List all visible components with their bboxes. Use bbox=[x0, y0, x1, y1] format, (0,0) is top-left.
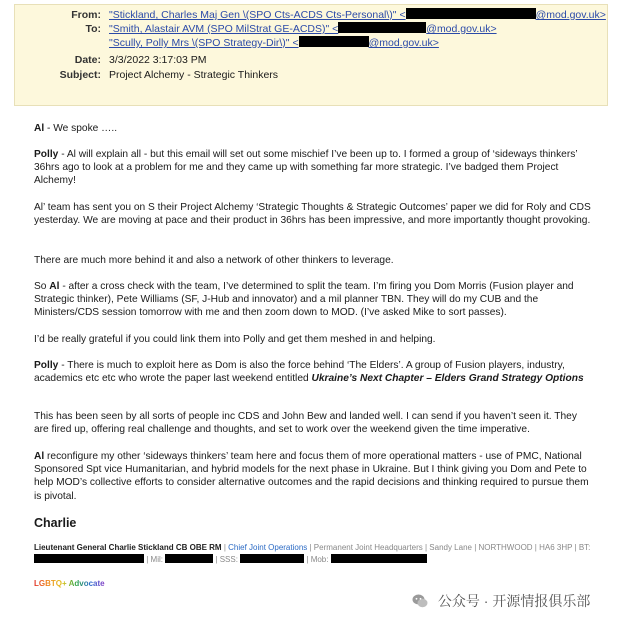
wechat-icon bbox=[412, 593, 428, 609]
subject-row bbox=[15, 68, 607, 82]
lgbtq-advocate-label: LGBTQ+ Advocate bbox=[34, 579, 105, 588]
paragraph-2: Polly - Al will explain all - but this email will set out some mischief I’ve been up to. I formed a group of ‘sideways thinkers’ 36hrs ago to look at a problem for me and they came up with something far more strategic. I’ve badged them Project Alchemy! bbox=[34, 149, 578, 187]
signature-name: Charlie bbox=[34, 516, 77, 530]
paragraph-6: I’d be really grateful if you could link them into Polly and get them meshed in and helping. bbox=[34, 334, 436, 345]
email-header bbox=[14, 4, 608, 106]
date-row bbox=[15, 53, 607, 67]
signature-unit-link[interactable]: Chief Joint Operations bbox=[228, 543, 308, 552]
to-row-2 bbox=[15, 36, 607, 50]
from-row bbox=[15, 8, 607, 22]
signature-block: Lieutenant General Charlie Stickland CB OBE RM | Chief Joint Operations | Permanent Joint Headquarters | Sandy Lane | NORTHWOOD | HA6 3HP | BT: | Mil: | SSS: | Mob: bbox=[34, 543, 591, 564]
redaction-box bbox=[34, 554, 144, 563]
redaction-box bbox=[165, 554, 213, 563]
paragraph-1: Al - We spoke ….. bbox=[34, 123, 118, 134]
paragraph-7: Polly - There is much to exploit here as Dom is also the force behind ‘The Elders’. A group of Fusion players, industry, academics etc etc who wrote the paper last weekend entitled Ukraine’s Next Chapter – Elders Grand Strategy Options bbox=[34, 360, 584, 385]
paragraph-3: Al’ team has sent you on S their Project Alchemy ‘Strategic Thoughts & Strategic Outcomes’ paper we did for Roly and CDS yesterday. We are moving at pace and their product in 36hrs has been impressive, and more importantly thought provoking. bbox=[34, 202, 591, 227]
redaction-box bbox=[406, 8, 536, 19]
date-label: Date: bbox=[74, 54, 101, 66]
date-value: 3/3/2022 3:17:03 PM bbox=[109, 54, 207, 66]
to-row-1 bbox=[15, 22, 607, 36]
to-label: To: bbox=[85, 23, 101, 35]
from-label: From: bbox=[71, 9, 101, 21]
paper-title: Ukraine’s Next Chapter – Elders Grand Strategy Options bbox=[311, 373, 584, 385]
watermark-text: 公众号 · 开源情报俱乐部 bbox=[437, 593, 591, 609]
redaction-box bbox=[299, 36, 369, 47]
to-value-2[interactable]: "Scully, Polly Mrs \(SPO Strategy-Dir\)" < @mod.gov.uk> bbox=[109, 37, 439, 49]
paragraph-4: There are much more behind it and also a network of other thinkers to leverage. bbox=[34, 255, 394, 266]
subject-label: Subject: bbox=[59, 69, 101, 81]
subject-value: Project Alchemy - Strategic Thinkers bbox=[109, 69, 279, 81]
redaction-box bbox=[338, 22, 426, 33]
email-body bbox=[24, 118, 594, 590]
wechat-watermark bbox=[412, 591, 590, 613]
redaction-box bbox=[240, 554, 304, 563]
paragraph-5: So Al - after a cross check with the team, I’ve determined to split the team. I’m firing you Dom Morris (Fusion player and Strategic thinker), Pete Williams (SF, J-Hub and innovator) and a mil planner TBN. They will do my CUB and the Ministers/CDS session tomorrow with me and then zoom down to MOD. (I’ve asked Mike to sort passes). bbox=[34, 281, 574, 319]
paragraph-9: Al reconfigure my other ‘sideways thinkers’ team here and focus them of more operational matters - use of PMC, National Sponsored Spt vice Humanitarian, and hybrid models for the next phase in Ukraine. But I think giving you Dom and Pete to help MOD’s collective efforts to consider alternative outcomes and the rapid decisions and thinking required to pursue them is pivotal. bbox=[34, 451, 589, 502]
paragraph-8: This has been seen by all sorts of people inc CDS and John Bew and landed well. I can send if you haven’t seen it. They are fired up, offering real challenge and thoughts, and set to work over the weekend given the time imperative. bbox=[34, 411, 577, 436]
from-value[interactable]: "Stickland, Charles Maj Gen \(SPO Cts-ACDS Cts-Personal\)" < @mod.gov.uk> bbox=[109, 9, 606, 21]
redaction-box bbox=[331, 554, 427, 563]
to-value-1[interactable]: "Smith, Alastair AVM (SPO MilStrat GE-ACDS)" < @mod.gov.uk> bbox=[109, 23, 497, 35]
